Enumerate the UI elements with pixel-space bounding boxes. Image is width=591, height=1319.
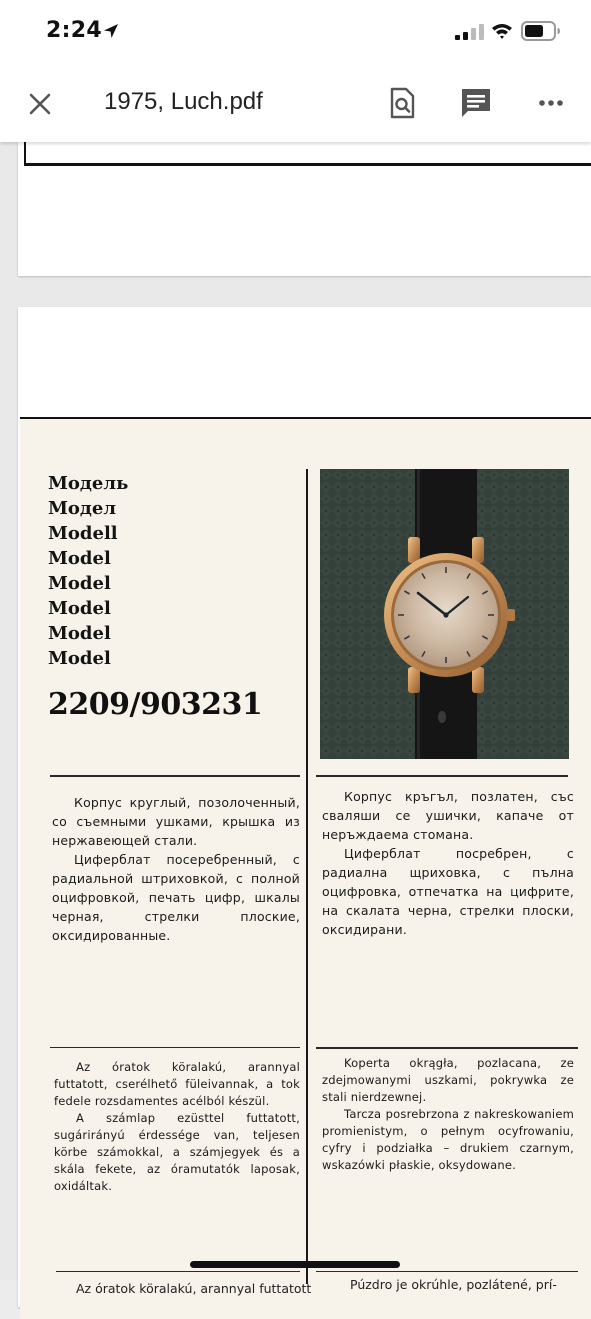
home-indicator[interactable] [190, 1261, 400, 1268]
battery-icon [521, 21, 561, 41]
model-label: Model [48, 598, 111, 619]
page-border-rule [24, 142, 591, 166]
paragraph: Циферблат посребрен, с радиална щриховка, с пълна оцифровка, отпечатка на цифрите, на скалата черна, стрелки плоски, оксидирани. [322, 846, 574, 937]
section-rule [50, 1047, 300, 1048]
bottom-text-hungarian: Az óratok köralakú, arannyal futtatott [76, 1281, 312, 1296]
paragraph: Корпус круглый, позолоченный, со съемными ушками, крышка из нержавеющей стали. [52, 795, 300, 848]
pdf-page-current [18, 307, 591, 1307]
status-bar [0, 0, 591, 64]
description-polish [322, 1055, 574, 1174]
model-label: Модель [48, 473, 129, 494]
wifi-icon [491, 22, 513, 40]
column-divider [306, 469, 308, 1284]
model-label: Model [48, 623, 111, 644]
watch-photo [320, 469, 569, 759]
pdf-toolbar [0, 64, 591, 142]
model-label-list [48, 471, 128, 671]
model-label: Model [48, 648, 111, 669]
cellular-signal-icon [455, 24, 485, 40]
more-options-icon[interactable] [534, 85, 570, 121]
section-rule [316, 775, 568, 777]
bottom-text-slovak: Púzdro je okrúhle, pozlátené, prí- [350, 1277, 557, 1292]
model-label: Модел [48, 498, 117, 519]
description-russian [52, 793, 300, 945]
pdf-viewer[interactable] [0, 142, 591, 1296]
watch-illustration [320, 469, 569, 759]
section-rule [56, 1271, 300, 1272]
model-number: 2209/903231 [48, 687, 263, 722]
status-time: 2:24 [46, 18, 102, 43]
section-rule [316, 1047, 578, 1049]
scanned-catalog-page [20, 417, 591, 1319]
paragraph: Tarcza posrebrzona z nakreskowaniem promienistym, o pełnym ocyfrowaniu, cyfry i podziałka – drukiem czarnym, wskazówki płaskie, oksydowane. [322, 1107, 574, 1172]
paragraph: A számlap ezüsttel futtatott, sugárirányú érdessége van, teljesen körbe számokkal, a számjegyek és a skála fekete, az óramutatók laposak, oxidáltak. [54, 1111, 300, 1193]
location-arrow-icon [102, 22, 120, 40]
pdf-page-previous [18, 142, 591, 276]
paragraph: Корпус кръгъл, позлатен, със сваляши се ушички, капаче от неръждаема стомана. [322, 789, 574, 842]
description-hungarian [54, 1059, 300, 1195]
comment-icon[interactable] [458, 85, 494, 121]
section-rule [50, 775, 300, 777]
search-document-icon[interactable] [384, 85, 420, 121]
description-bulgarian [322, 787, 574, 939]
paragraph: Az óratok köralakú, arannyal futtatott, cserélhető füleivannak, a tok fedele rozsdamentes acélból készül. [54, 1060, 300, 1108]
model-label: Model [48, 573, 111, 594]
document-title: 1975, Luch.pdf [104, 88, 263, 115]
model-label: Model [48, 548, 111, 569]
section-rule [316, 1271, 578, 1272]
paragraph: Циферблат посеребренный, с радиальной штриховкой, с полной оцифровкой, печать цифр, шкалы черная, стрелки плоские, оксидированные. [52, 852, 300, 943]
paragraph: Koperta okrągła, pozlacana, ze zdejmowanymi uszkami, pokrywka ze stali nierdzewnej. [322, 1056, 574, 1104]
close-icon[interactable] [24, 88, 56, 120]
model-label: Modell [48, 523, 118, 544]
